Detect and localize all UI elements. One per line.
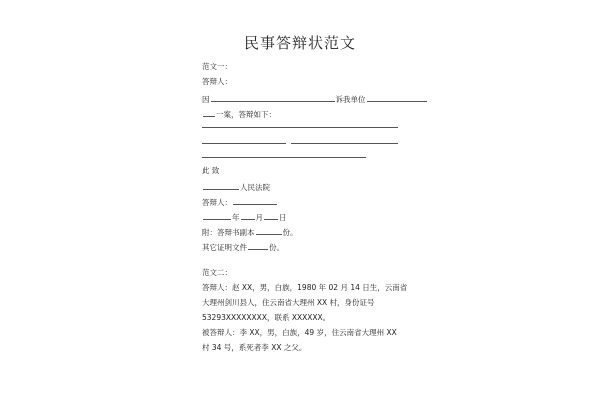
copy-count-blank[interactable] (256, 226, 282, 235)
court-blank[interactable] (203, 181, 239, 190)
salutation: 此 致 (202, 166, 220, 175)
reason-prefix: 因 (202, 95, 210, 104)
signature-label: 答辩人： (202, 198, 232, 207)
attachment-copy: 附：答辩书副本 (202, 228, 255, 237)
attachment-other-unit: 份。 (269, 243, 284, 252)
date-year: 年 (232, 213, 240, 222)
reason-line (202, 93, 428, 105)
attachment-other: 其它证明文件 (202, 243, 247, 252)
template2-heading: 范文二： (202, 268, 232, 277)
respondent-label: 答辩人： (202, 77, 232, 86)
attachment-copy-line (202, 226, 298, 238)
date-month: 月 (255, 213, 263, 222)
date-day: 日 (279, 213, 287, 222)
attachment-copy-unit: 份。 (282, 228, 298, 237)
case-line (202, 108, 276, 120)
answer-rule-2b[interactable] (291, 143, 398, 144)
unit-blank[interactable] (367, 93, 427, 102)
answer-rule-1[interactable] (202, 127, 398, 128)
plaintiff-blank[interactable] (211, 93, 335, 102)
template1-heading: 范文一： (202, 62, 232, 71)
template2-line-4: 被答辩人：李 XX，男，白族，49 岁，住云南省大理州 XX (202, 328, 397, 337)
answer-rule-3[interactable] (202, 157, 366, 158)
date-line (202, 211, 287, 223)
template2-line-2: 大理州剑川县人，住云南省大理州 XX 村，身份证号 (202, 298, 375, 307)
court-line (202, 181, 270, 193)
day-blank[interactable] (264, 211, 278, 220)
template2-line-1: 答辩人：赵 XX，男，白族，1980 年 02 月 14 日生，云南省 (202, 283, 408, 292)
attachment-other-line (202, 241, 284, 253)
other-count-blank[interactable] (248, 241, 268, 250)
month-blank[interactable] (241, 211, 255, 220)
template2-line-3: 53293XXXXXXXX，联系 XXXXXX。 (202, 313, 331, 322)
template2-line-5: 村 34 号，系死者李 XX 之父。 (202, 343, 307, 352)
signature-blank[interactable] (233, 196, 277, 205)
signature-line (202, 196, 278, 208)
year-blank[interactable] (203, 211, 231, 220)
reason-mid: 诉我单位 (335, 95, 366, 104)
case-line-text: 一案，答辩如下： (216, 110, 276, 119)
case-blank[interactable] (203, 108, 215, 117)
answer-rule-2a[interactable] (202, 143, 286, 144)
document-title: 民事答辩状范文 (243, 34, 356, 52)
court-suffix: 人民法院 (240, 183, 270, 192)
